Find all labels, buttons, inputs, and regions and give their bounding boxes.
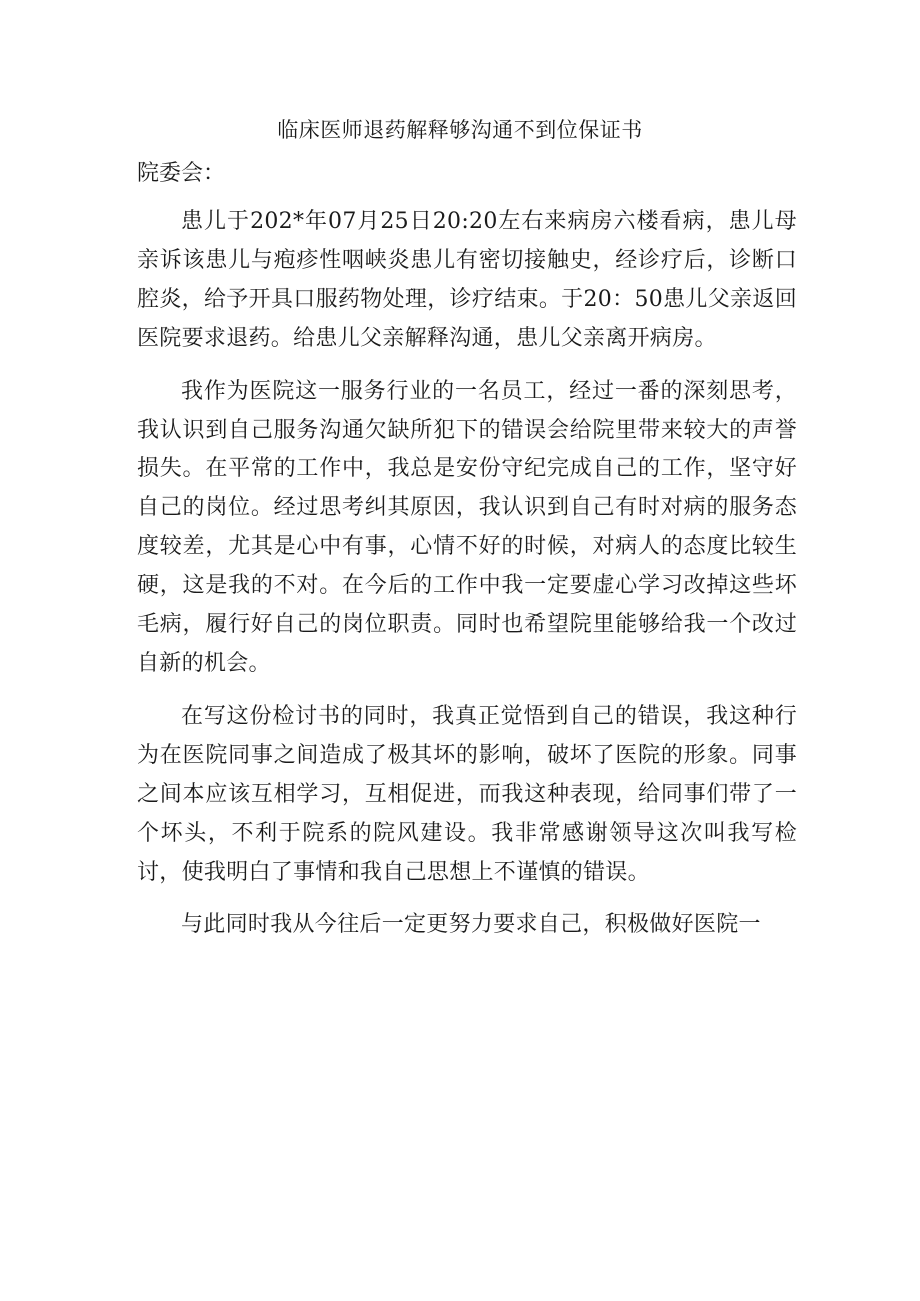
salutation: 院委会： <box>137 161 226 186</box>
paragraph-reflection: 我作为医院这一服务行业的一名员工，经过一番的深刻思考，我认识到自己服务沟通欠缺所犯下的错误会给院里带来较大的声誉损失。在平常的工作中，我总是安份守纪完成自己的工作，坚守好自己的岗位。经过思考纠其原因，我认识到自己有时对病的服务态度较差，尤其是心中有事，心情不好的时候，对病人的态度比较生硬，这是我的不对。在今后的工作中我一定要虚心学习改掉这些坏毛病，履行好自己的岗位职责。同时也希望院里能够给我一个改过自新的机会。 <box>137 378 797 676</box>
document-title: 临床医师退药解释够沟通不到位保证书 <box>277 118 643 142</box>
paragraph-incident: 患儿于202*年07月25日20:20左右来病房六楼看病，患儿母亲诉该患儿与疱疹性咽峡炎患儿有密切接触史，经诊疗后，诊断口腔炎，给予开具口服药物处理，诊疗结束。于20：50患儿父亲返回医院要求退药。给患儿父亲解释沟通，患儿父亲离开病房。 <box>137 209 797 351</box>
document-body <box>137 203 797 959</box>
paragraph-awareness: 在写这份检讨书的同时，我真正觉悟到自己的错误，我这种行为在医院同事之间造成了极其坏的影响，破坏了医院的形象。同事之间本应该互相学习，互相促进，而我这种表现，给同事们带了一个坏头，不利于院系的院风建设。我非常感谢领导这次叫我写检讨，使我明白了事情和我自己思想上不谨慎的错误。 <box>137 703 797 885</box>
paragraph-commitment: 与此同时我从今往后一定更努力要求自己，积极做好医院一 <box>181 912 761 938</box>
